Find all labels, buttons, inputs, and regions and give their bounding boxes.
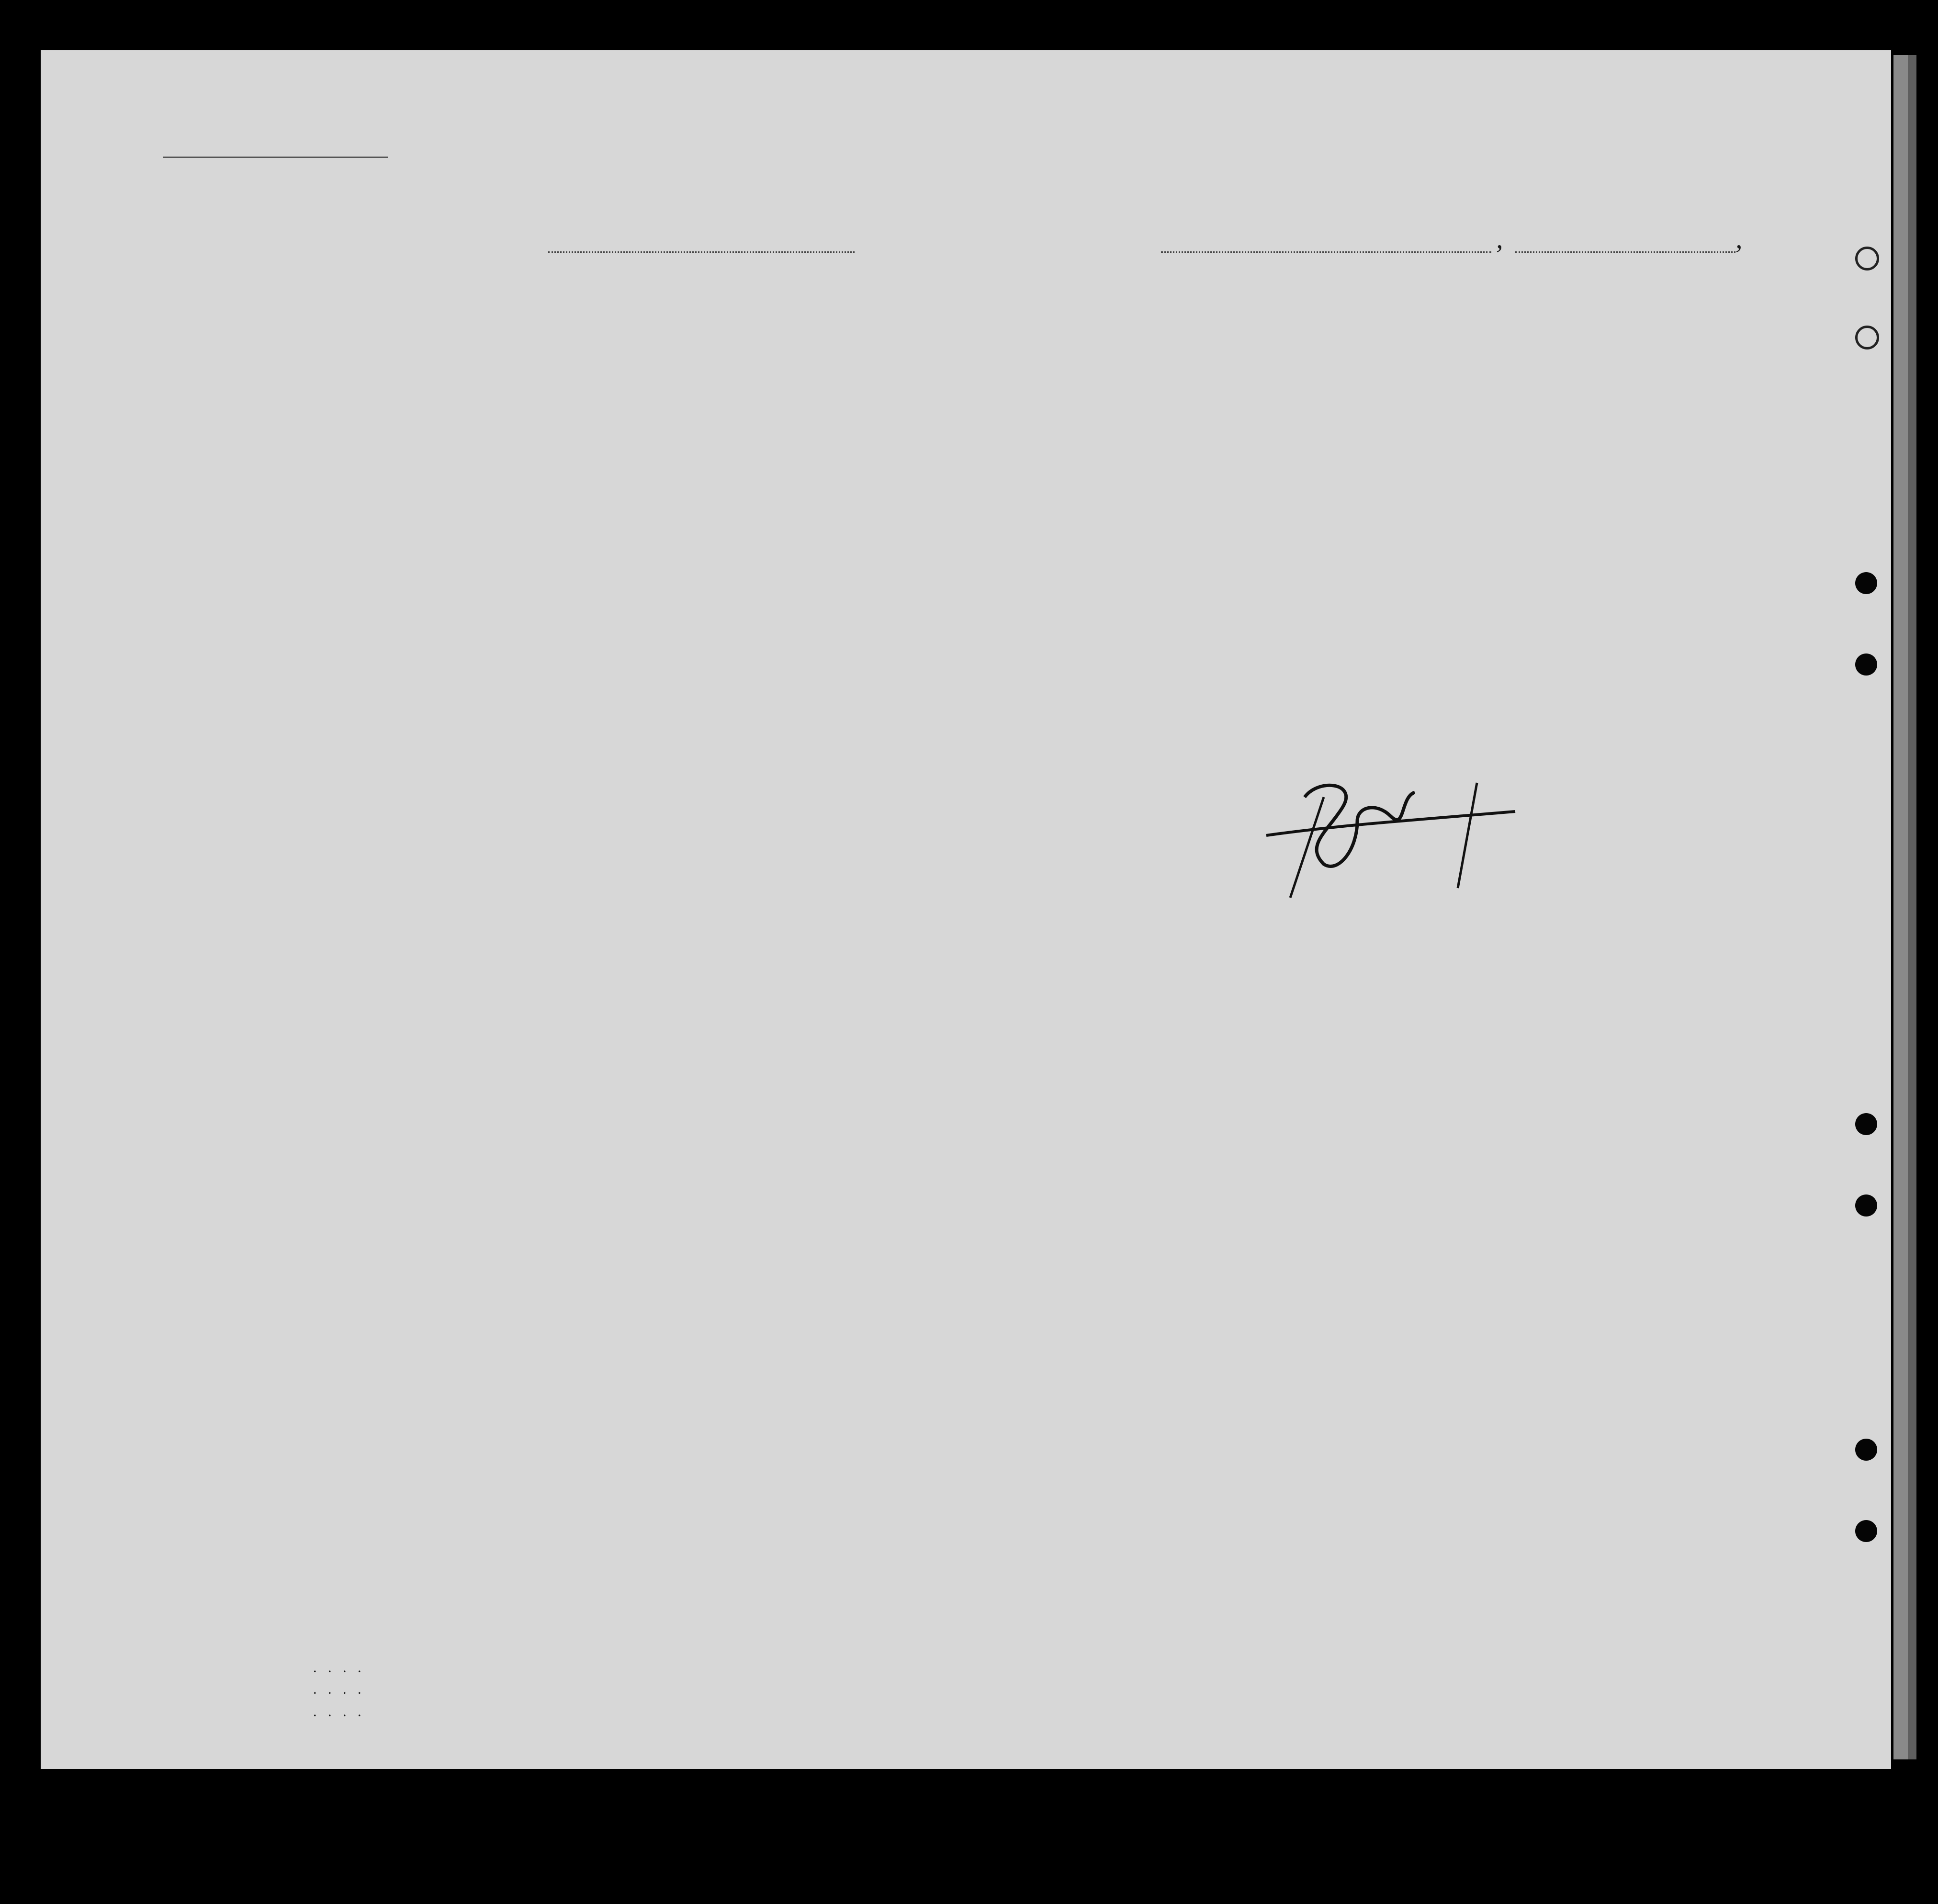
page-edge-shadow bbox=[1908, 55, 1916, 1759]
comma: , bbox=[1496, 223, 1503, 254]
binder-hole-open-2 bbox=[1855, 326, 1879, 349]
binder-hole-6 bbox=[1855, 1520, 1877, 1542]
list-line bbox=[163, 157, 388, 158]
comma-2: , bbox=[1735, 223, 1743, 254]
binder-hole-2 bbox=[1855, 653, 1877, 676]
binder-hole-3 bbox=[1855, 1113, 1877, 1135]
manifest-sheet bbox=[41, 50, 1891, 1769]
binder-hole-4 bbox=[1855, 1194, 1877, 1217]
ship-line bbox=[548, 251, 855, 253]
date-line bbox=[1515, 251, 1735, 253]
binder-hole-open-1 bbox=[1855, 247, 1879, 270]
binder-hole-1 bbox=[1855, 572, 1877, 594]
binder-hole-5 bbox=[1855, 1439, 1877, 1461]
dots-3: . . . . bbox=[314, 1707, 366, 1719]
purser-signature bbox=[1247, 778, 1534, 902]
dots-2: . . . . bbox=[314, 1684, 366, 1696]
port-line bbox=[1161, 251, 1491, 253]
dots-1: . . . . bbox=[314, 1663, 366, 1675]
table-grid bbox=[41, 50, 1891, 1769]
